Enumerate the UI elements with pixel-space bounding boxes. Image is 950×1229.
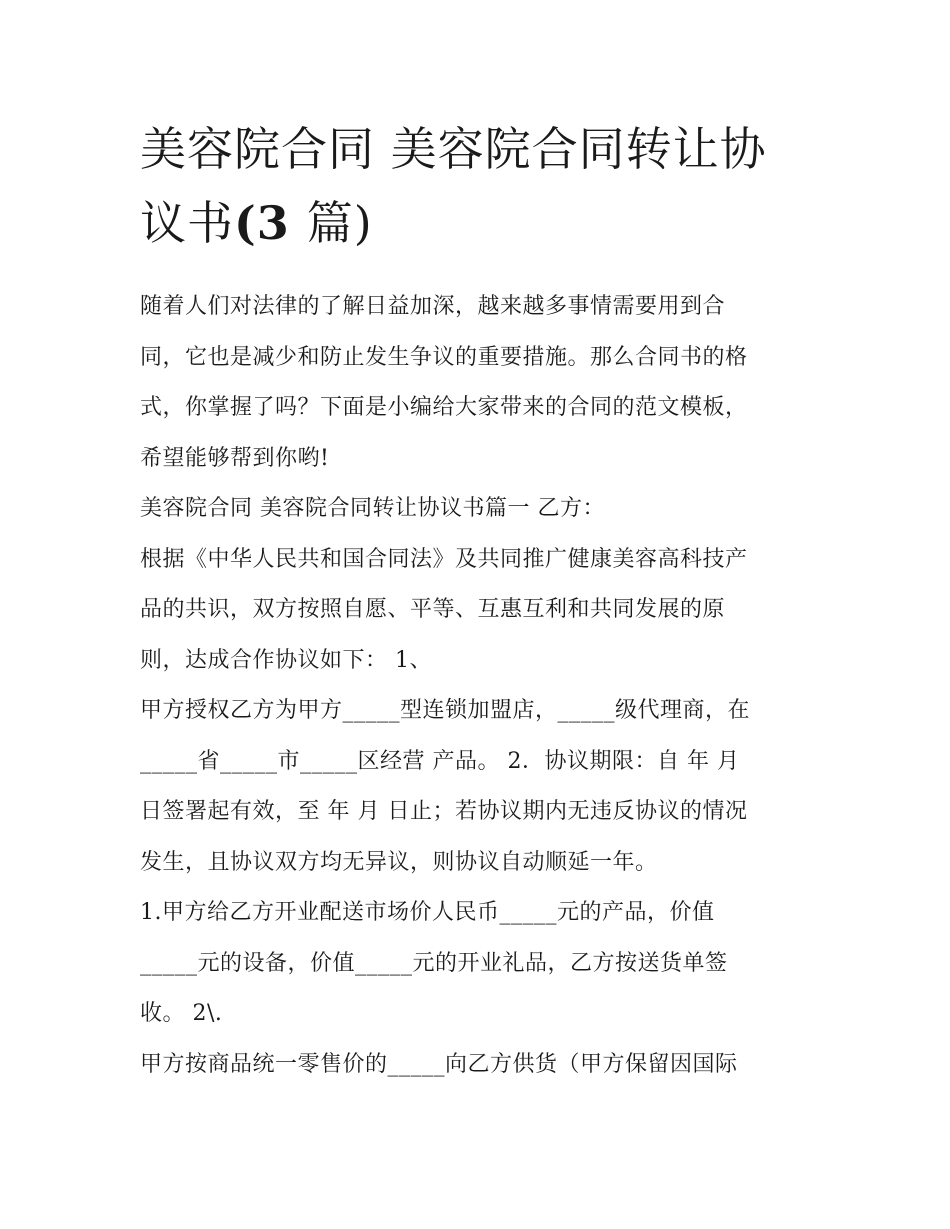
- body-line: 式，你掌握了吗？下面是小编给大家带来的合同的范文模板，: [140, 395, 748, 420]
- body-line: 根据《中华人民共和国合同法》及共同推广健康美容高科技产: [140, 546, 748, 572]
- body-line: 希望能够帮到你哟!: [140, 445, 330, 471]
- body-line: _____省_____市_____区经营 产品。 2．协议期限：自 年 月: [140, 748, 740, 774]
- body-line: 收。 2\.: [140, 1001, 223, 1026]
- body-line: 发生，且协议双方均无异议，则协议自动顺延一年。: [140, 849, 658, 875]
- body-line: 同，它也是减少和防止发生争议的重要措施。那么合同书的格: [140, 344, 748, 370]
- title-line-2-suffix: 篇): [306, 196, 373, 250]
- section-heading-line: 美容院合同 美容院合同转让协议书篇一 乙方：: [140, 496, 605, 521]
- title-line-2-bold: (3: [234, 196, 307, 250]
- title-line-2: [140, 186, 830, 260]
- body-line: 则，达成合作协议如下： 1、: [140, 647, 432, 673]
- body-line: 1.甲方给乙方开业配送市场价人民币_____元的产品，价值: [140, 900, 715, 925]
- body-line: 品的共识，双方按照自愿、平等、互惠互利和共同发展的原: [140, 597, 726, 622]
- body-line: 日签署起有效，至 年 月 日止；若协议期内无违反协议的情况: [140, 799, 748, 824]
- title-line-1: 美容院合同 美容院合同转让协: [140, 122, 767, 176]
- body-line: 甲方授权乙方为甲方_____型连锁加盟店，_____级代理商，在: [140, 698, 751, 723]
- title-line-2-prefix: 议书: [140, 196, 234, 250]
- body-line: 随着人们对法律的了解日益加深，越来越多事情需要用到合: [140, 294, 726, 319]
- body-line: 甲方按商品统一零售价的_____向乙方供货（甲方保留因国际: [140, 1051, 738, 1077]
- body-line: _____元的设备，价值_____元的开业礼品，乙方按送货单签: [140, 950, 728, 976]
- document-title: [140, 112, 830, 260]
- document-body: [140, 282, 830, 1090]
